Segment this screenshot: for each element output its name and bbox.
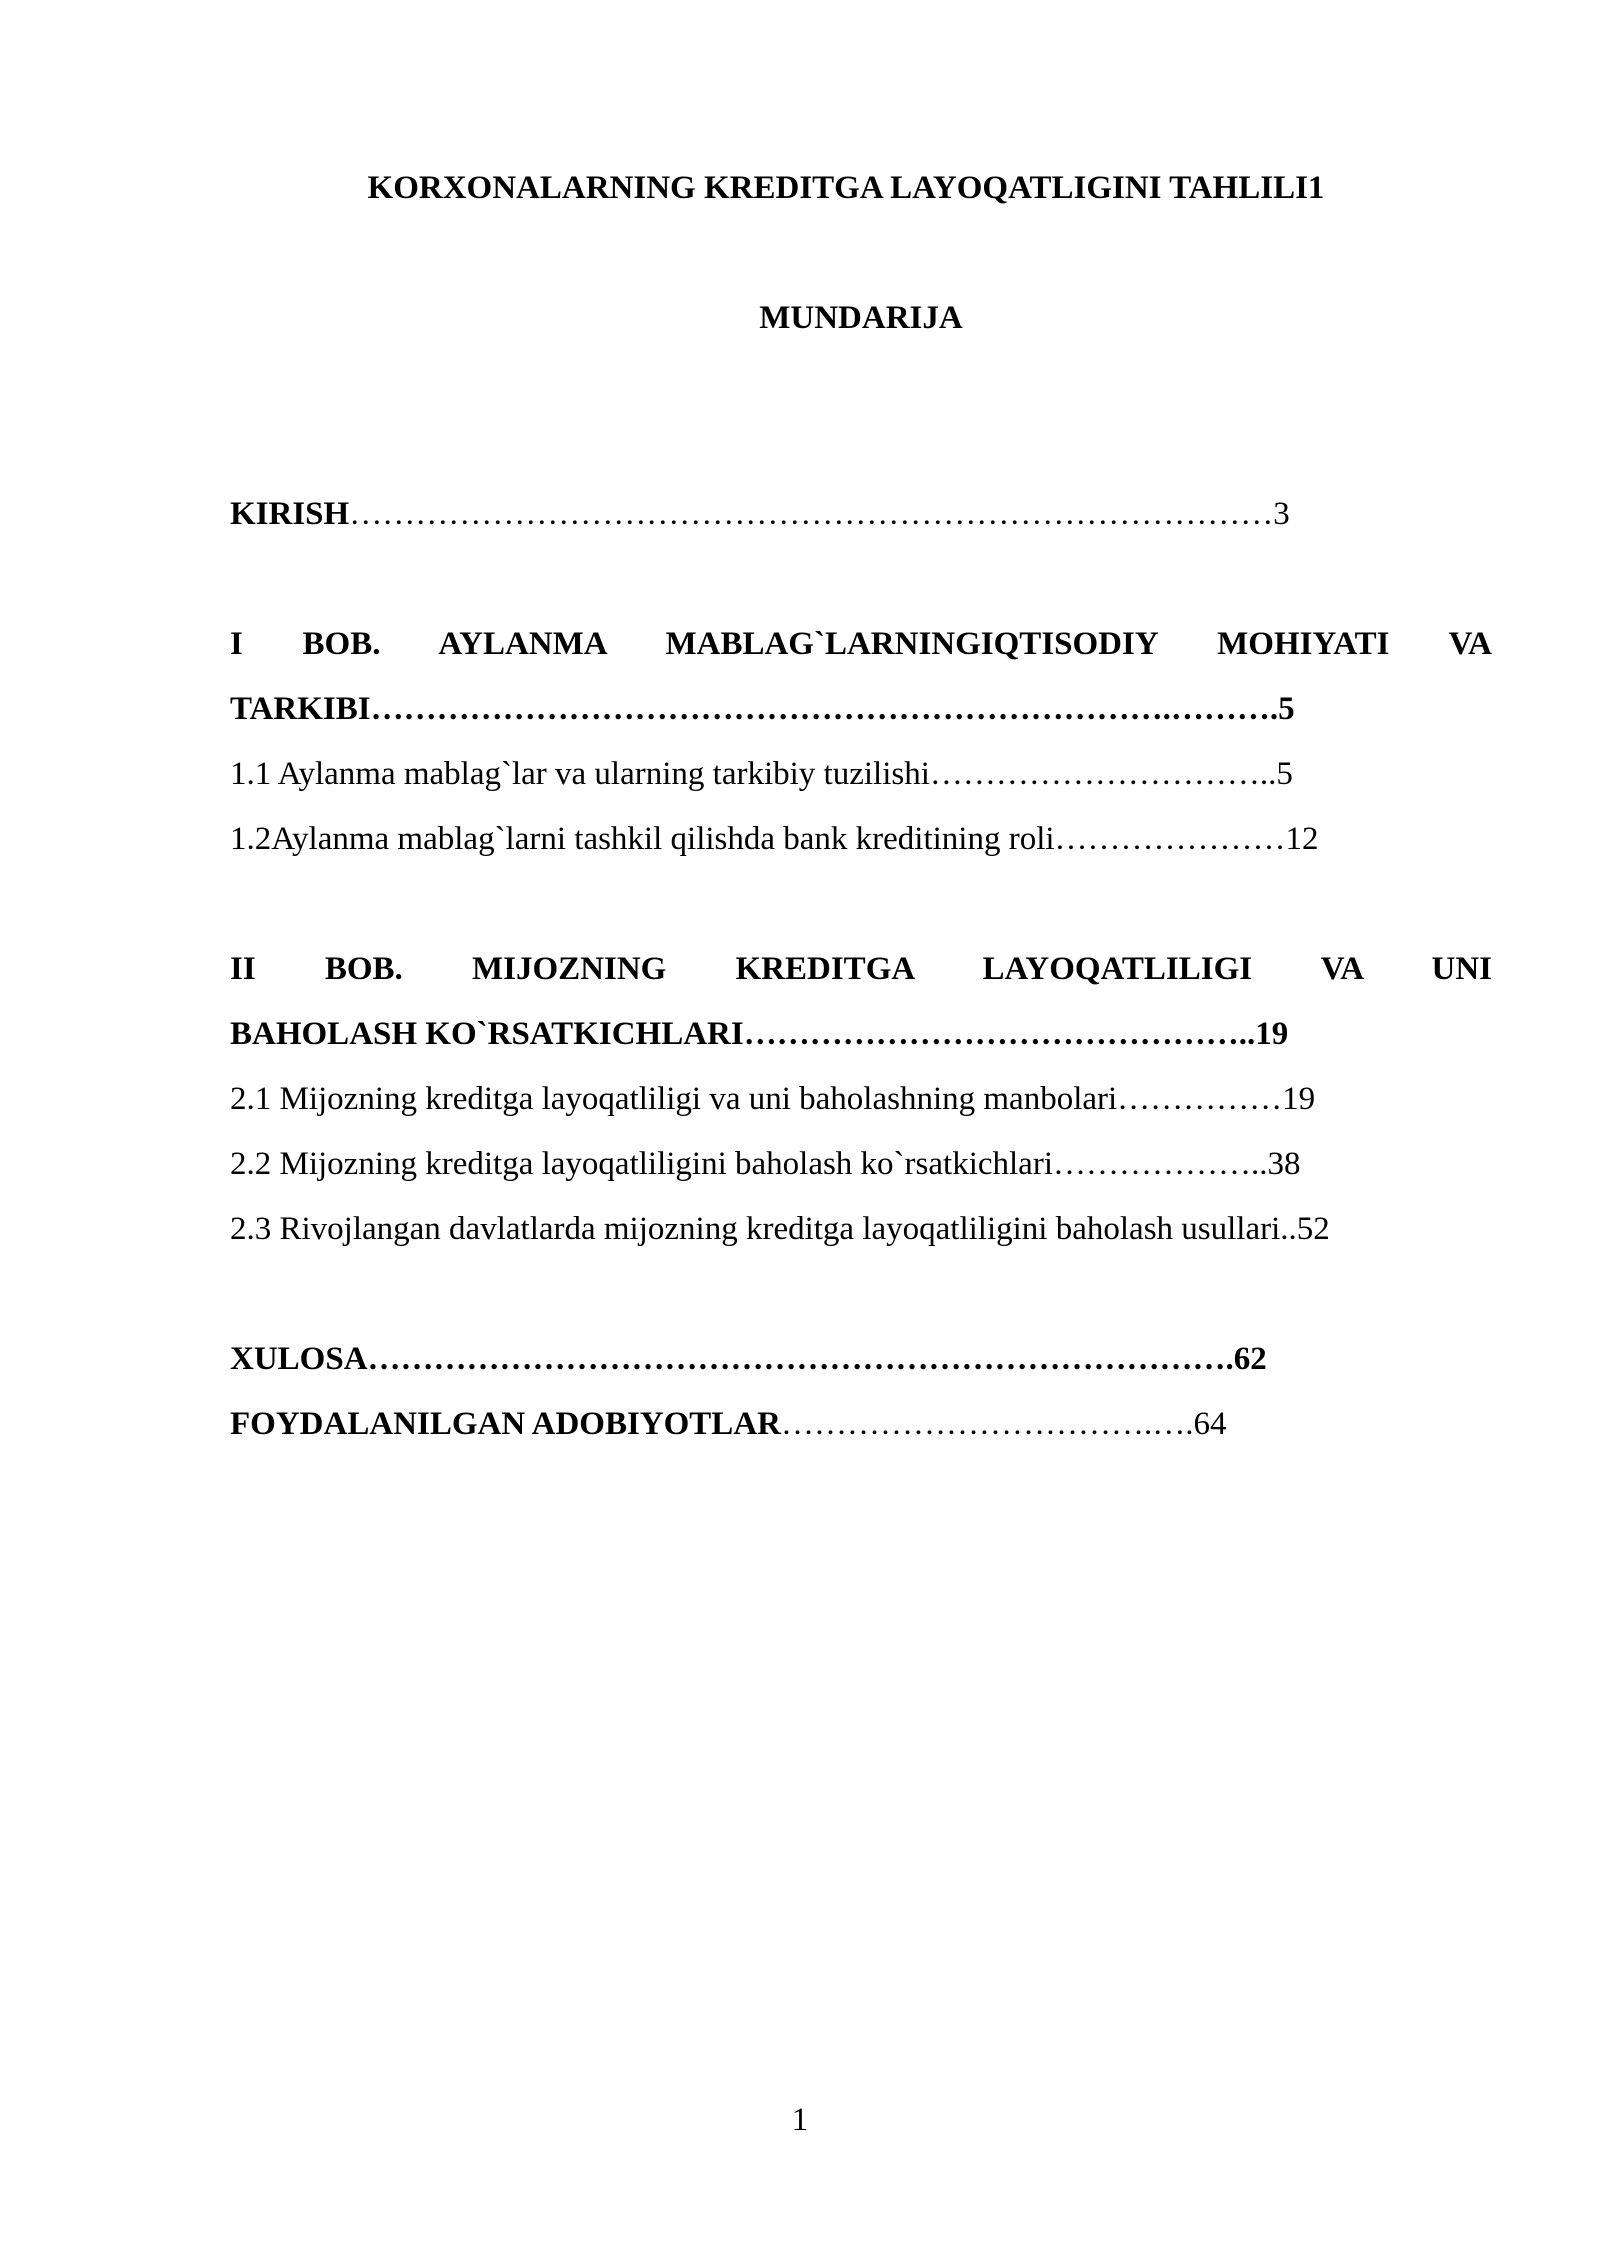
toc-entry-references [230, 1402, 1226, 1446]
toc-section-2-3: 2.3 Rivojlangan davlatlarda mijozning kreditga layoqatliligini baholash usullari..52 [230, 1211, 1330, 1247]
toc-entry-label: BAHOLASH KO`RSATKICHLARI [230, 1016, 744, 1052]
toc-entry-xulosa [230, 1337, 1267, 1381]
toc-entry-leader: ………………………………………..19 [743, 1016, 1289, 1052]
toc-section-2-2: 2.2 Mijozning kreditga layoqatliligini baholash ko`rsatkichlari………………..38 [230, 1146, 1301, 1182]
page-number: 1 [791, 2102, 809, 2138]
toc-entry-label: XULOSA [230, 1341, 368, 1377]
toc-entry-leader: ……………………………………………………………….……….5 [370, 691, 1295, 727]
toc-entry-label: FOYDALANILGAN ADOBIYOTLAR [230, 1406, 781, 1442]
toc-entry-kirish [230, 492, 1290, 536]
toc-chapter-2-title-cont [230, 1012, 1288, 1056]
toc-section-1-2: 1.2Aylanma mablag`larni tashkil qilishda bank kreditining roli…………………12 [230, 821, 1319, 857]
toc-entry-leader: …………………………………………………………………………3 [349, 496, 1290, 532]
toc-entry-leader: …………………………………………………………………….62 [367, 1341, 1267, 1377]
toc-chapter-1-title-cont [230, 687, 1295, 731]
toc-entry-label: TARKIBI [230, 691, 371, 727]
toc-entry-leader: …………………………….….64 [780, 1406, 1227, 1442]
toc-section-2-1: 2.1 Mijozning kreditga layoqatliligi va uni baholashning manbolari……………19 [230, 1081, 1316, 1117]
toc-chapter-1-title: I BOB. AYLANMA MABLAG`LARNINGIQTISODIY MOHIYATI VA [230, 626, 1492, 662]
document-title: KORXONALARNING KREDITGA LAYOQATLIGINI TAHLILI1 [367, 170, 1325, 206]
toc-section-1-1: 1.1 Aylanma mablag`lar va ularning tarkibiy tuzilishi…………………………..5 [230, 756, 1293, 792]
toc-entry-label: KIRISH [230, 496, 350, 532]
toc-chapter-2-title: II BOB. MIJOZNING KREDITGA LAYOQATLILIGI VA UNI [230, 951, 1492, 987]
toc-heading: MUNDARIJA [759, 300, 963, 336]
